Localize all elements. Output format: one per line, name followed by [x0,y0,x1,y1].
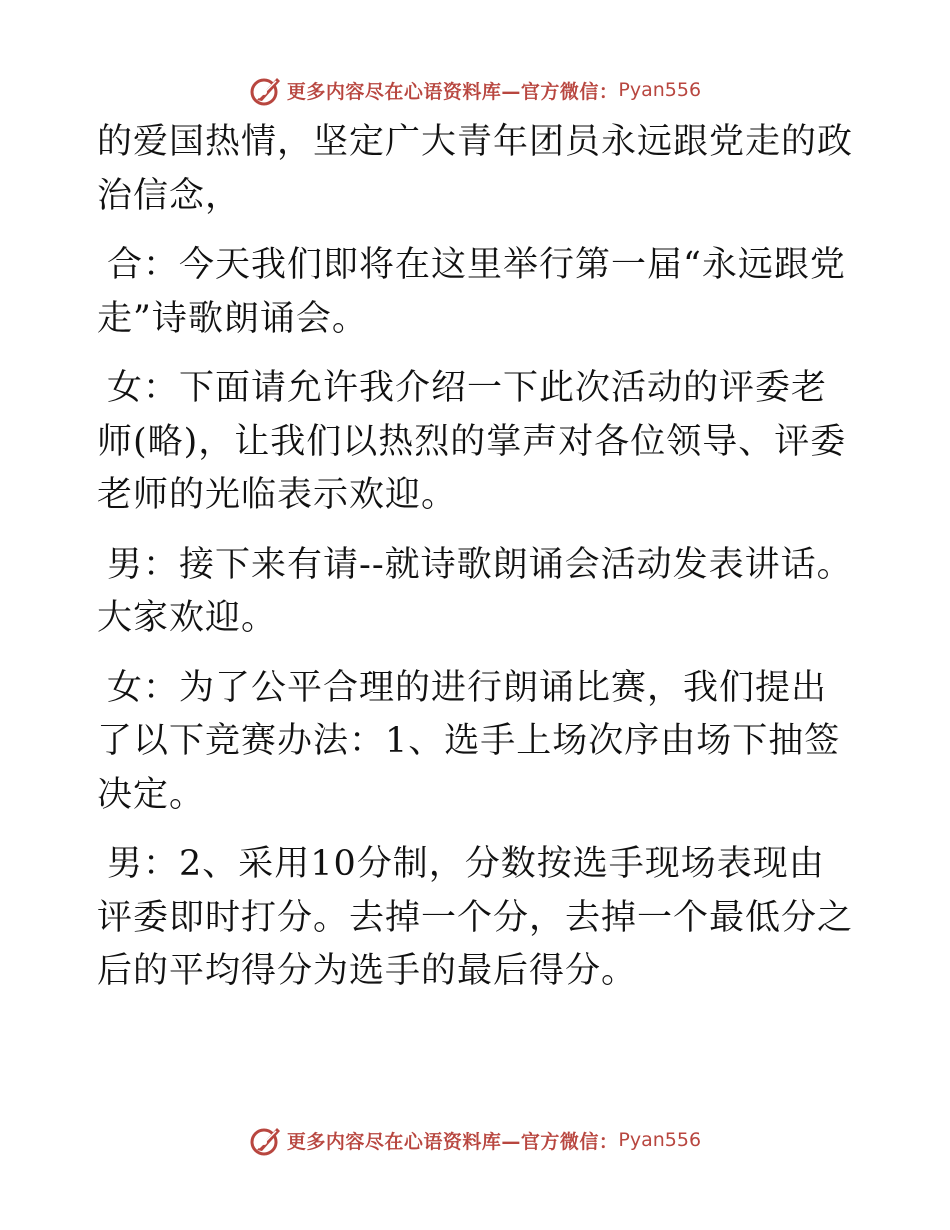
footer-text: 更多内容尽在心语资料库—官方微信： [286,1130,619,1153]
paragraph-together: 合：今天我们即将在这里举行第一届“永远跟党走”诗歌朗诵会。 [97,245,846,339]
header-text: 更多内容尽在心语资料库—官方微信： [286,80,619,103]
paragraph-male-1: 男：接下来有请--就诗歌朗诵会活动发表讲话。大家欢迎。 [97,544,853,638]
paragraph-female-2: 女：为了公平合理的进行朗诵比赛，我们提出了以下竞赛办法：1、选手上场次序由场下抽签决定。 [97,667,841,815]
paragraph-female-1: 女：下面请允许我介绍一下此次活动的评委老师(略)，让我们以热烈的掌声对各位领导、评委老师的光临表示欢迎。 [97,368,847,515]
header-wechat-id: Pyan556 [618,79,702,101]
footer-banner [0,1120,950,1160]
paragraph-continuation: 的爱国热情，坚定广大青年团员永远跟党走的政治信念， [97,122,854,216]
footer-wechat-id: Pyan556 [618,1129,702,1151]
quill-pen-logo-icon [249,1123,283,1157]
header-banner [0,70,950,110]
paragraph-male-2: 男：2、采用10分制，分数按选手现场表现由评委即时打分。去掉一个分，去掉一个最低分之后的平均得分为选手的最后得分。 [97,844,854,991]
document-body [97,116,857,1015]
quill-pen-logo-icon [249,73,283,107]
